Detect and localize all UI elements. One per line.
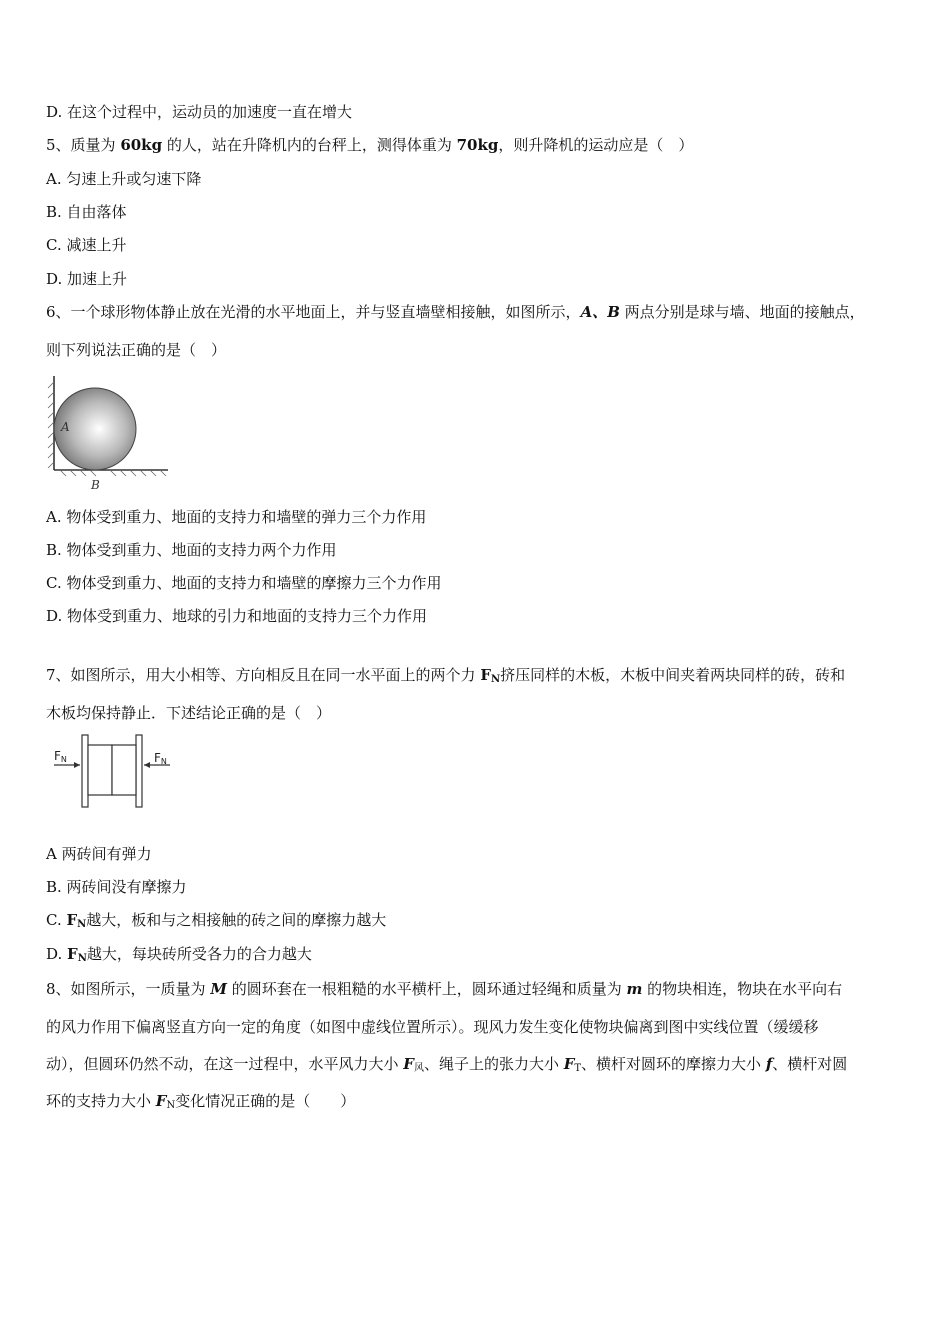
label-b: B: [91, 478, 100, 492]
figure-ball-wall: [40, 374, 175, 494]
option-7d: D. $F_N$越大，每块砖所受各力的合力越大: [46, 945, 312, 964]
question-8-line2: 的风力作用下偏离竖直方向一定的角度（如图中虚线位置所示）。现风力发生变化使物块偏离到图中实线位置（缓缓移: [46, 1018, 819, 1036]
option-7c: C. $F_N$越大，板和与之相接触的砖之间的摩擦力越大: [46, 911, 387, 930]
right-force-label: F: [154, 751, 161, 765]
svg-text:FN: FN: [54, 749, 67, 764]
option-7b: B. 两砖间没有摩擦力: [46, 878, 187, 896]
left-force-label: F: [54, 749, 61, 763]
question-5: 5、质量为 60kg 的人，站在升降机内的台秤上，测得体重为 70kg，则升降机的运动应是（ ）: [46, 136, 694, 154]
question-8-line4: 环的支持力大小 $F_N$变化情况正确的是（ ）: [46, 1092, 356, 1111]
option-6a: A. 物体受到重力、地面的支持力和墙壁的弹力三个力作用: [46, 508, 427, 526]
option-4d: D. 在这个过程中，运动员的加速度一直在增大: [46, 103, 353, 121]
question-8-line3: 动），但圆环仍然不动，在这一过程中，水平风力大小 $F_风$、绳子上的张力大小 $F_T$、横杆对圆环的摩擦力大小 f、横杆对圆: [46, 1055, 848, 1074]
option-6c: C. 物体受到重力、地面的支持力和墙壁的摩擦力三个力作用: [46, 574, 442, 592]
label-a: A: [61, 420, 70, 434]
option-5d: D. 加速上升: [46, 270, 128, 288]
option-5c: C. 减速上升: [46, 236, 127, 254]
option-7a: A 两砖间有弹力: [46, 845, 152, 863]
question-8-line1: 8、如图所示，一质量为 M 的圆环套在一根粗糙的水平横杆上，圆环通过轻绳和质量为 m 的物块相连，物块在水平向右: [46, 980, 843, 998]
question-6-line1: 6、一个球形物体静止放在光滑的水平地面上，并与竖直墙壁相接触，如图所示，A、B 两点分别是球与墙、地面的接触点，: [46, 303, 865, 321]
option-6b: B. 物体受到重力、地面的支持力两个力作用: [46, 541, 337, 559]
figure-bricks-boards: [48, 733, 188, 811]
question-6-line2: 则下列说法正确的是（ ）: [46, 341, 227, 359]
svg-text:FN: FN: [154, 751, 167, 766]
question-7-line1: 7、如图所示，用大小相等、方向相反且在同一水平面上的两个力 $F_N$挤压同样的木板，木板中间夹着两块同样的砖，砖和: [46, 666, 846, 685]
option-6d: D. 物体受到重力、地球的引力和地面的支持力三个力作用: [46, 607, 428, 625]
question-7-line2: 木板均保持静止．下述结论正确的是（ ）: [46, 704, 332, 722]
option-5b: B. 自由落体: [46, 203, 127, 221]
option-5a: A. 匀速上升或匀速下降: [46, 170, 202, 188]
